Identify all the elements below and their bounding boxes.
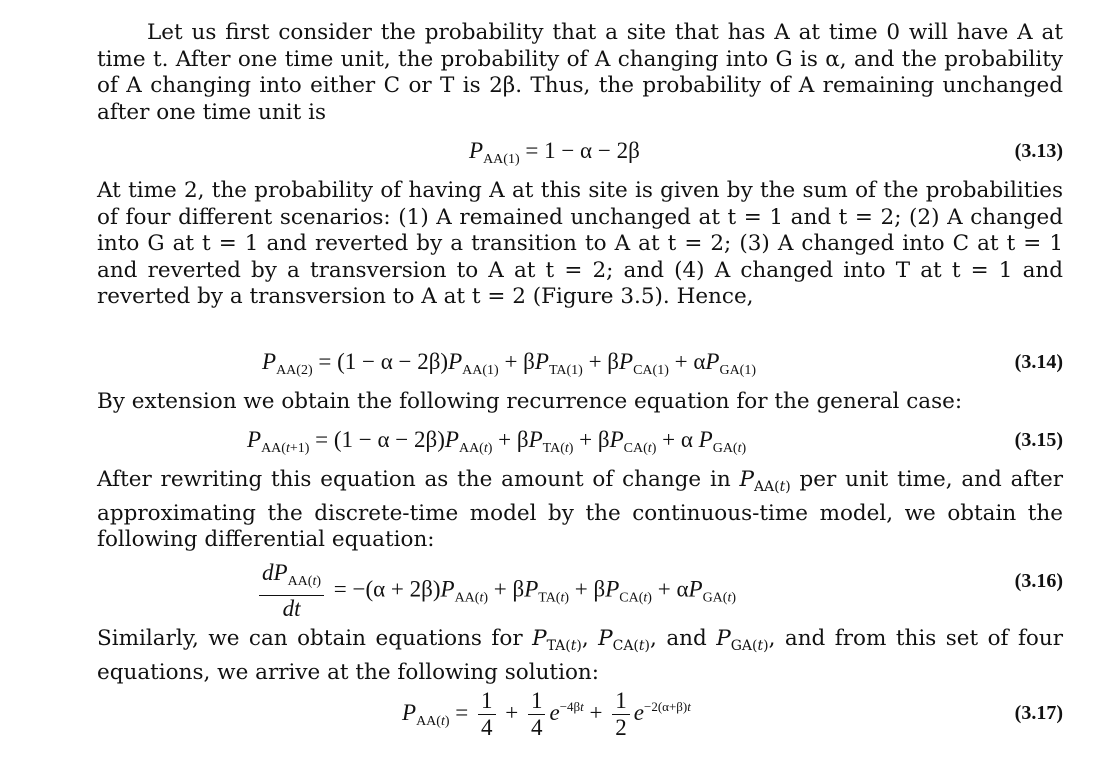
paragraph-5-text-b: , and from this set of four equations, we arrive at the following solution: xyxy=(97,626,1063,685)
equation-3-13-body: $P_{AA(1)} = 1 - \alpha - 2\beta$ xyxy=(469,138,640,167)
equation-3-16-number: (3.16) xyxy=(1014,570,1063,592)
equation-3-16-body: $\frac{dP_{AA(t)}}{dt}$ = $-(\alpha + 2\beta)P_{AA(t)} + \beta P_{TA(t)} + \beta P_{CA(t)} + \alpha P_{GA(t)}$ xyxy=(255,560,736,622)
equation-3-14-body: $P_{AA(2)} = (1 - \alpha - 2\beta)P_{AA(1)} + \beta P_{TA(1)} + \beta P_{CA(1)} + \alpha P_{GA(1)}$ xyxy=(262,349,756,378)
paragraph-4-text-a: After rewriting this equation as the amount of change in xyxy=(97,467,740,492)
equation-3-16 xyxy=(97,560,1063,621)
paragraph-5: Similarly, we can obtain equations for $P_{TA(t)}$, $P_{CA(t)}$, and $P_{GA(t)}$, and from this set of four equations, we arrive at the following solution: xyxy=(97,626,1063,685)
paragraph-1-text: Let us first consider the probability that a site that has A at time 0 will have A at time t. After one time unit, the probability of A changing into G is α, and the probability of A changing into either C or T is 2β. Thus, the probability of A remaining unchanged after one time unit is xyxy=(97,20,1063,125)
equation-3-14-number: (3.14) xyxy=(1014,351,1063,373)
equation-3-17-number: (3.17) xyxy=(1014,702,1063,724)
equation-3-15-number: (3.15) xyxy=(1014,429,1063,451)
equation-3-14 xyxy=(97,349,1063,383)
equation-3-17 xyxy=(97,688,1063,748)
equation-3-13-number: (3.13) xyxy=(1014,140,1063,162)
equation-3-17-body: $P_{AA(t)}$ = $\frac{1}{4}$ + $\frac{1}{4}$ $e^{-4\beta t}$ + $\frac{1}{2}$ $e^{-2(\alpha+\beta)t}$ xyxy=(402,688,691,740)
paragraph-5-text-a: Similarly, we can obtain equations for xyxy=(97,626,533,651)
paragraph-3-text: By extension we obtain the following recurrence equation for the general case: xyxy=(97,389,963,414)
paragraph-3 xyxy=(97,389,1063,416)
paragraph-1 xyxy=(97,20,1063,126)
equation-3-13 xyxy=(97,138,1063,172)
paragraph-2 xyxy=(97,178,1063,311)
equation-3-15-body: $P_{AA(t+1)} = (1 - \alpha - 2\beta)P_{AA(t)} + \beta P_{TA(t)} + \beta P_{CA(t)} + \alpha$ $P_{GA(t)}$ xyxy=(247,427,747,456)
paragraph-4-text-b: per unit time, and after approximating the discrete-time model by the continuous-time model, we obtain the following differential equation: xyxy=(97,467,1063,552)
equation-3-15 xyxy=(97,427,1063,461)
derivative-fraction: $\frac{dP_{AA(t)}}{dt}$ xyxy=(259,560,324,622)
paragraph-2-text: At time 2, the probability of having A at this site is given by the sum of the probabilities of four different scenarios: (1) A remained unchanged at t = 1 and t = 2; (2) A changed into G at t = 1 and reverted by a transition to A at t = 2; (3) A changed into C at t = 1 and reverted by a transversion to A at t = 2; and (4) A changed into T at t = 1 and reverted by a transversion to A at t = 2 (Figure 3.5). Hence, xyxy=(97,178,1063,309)
paragraph-4: After rewriting this equation as the amount of change in $P_{AA(t)}$ per unit time, and after approximating the discrete-time model by the continuous-time model, we obtain the following differential equation: xyxy=(97,467,1063,552)
